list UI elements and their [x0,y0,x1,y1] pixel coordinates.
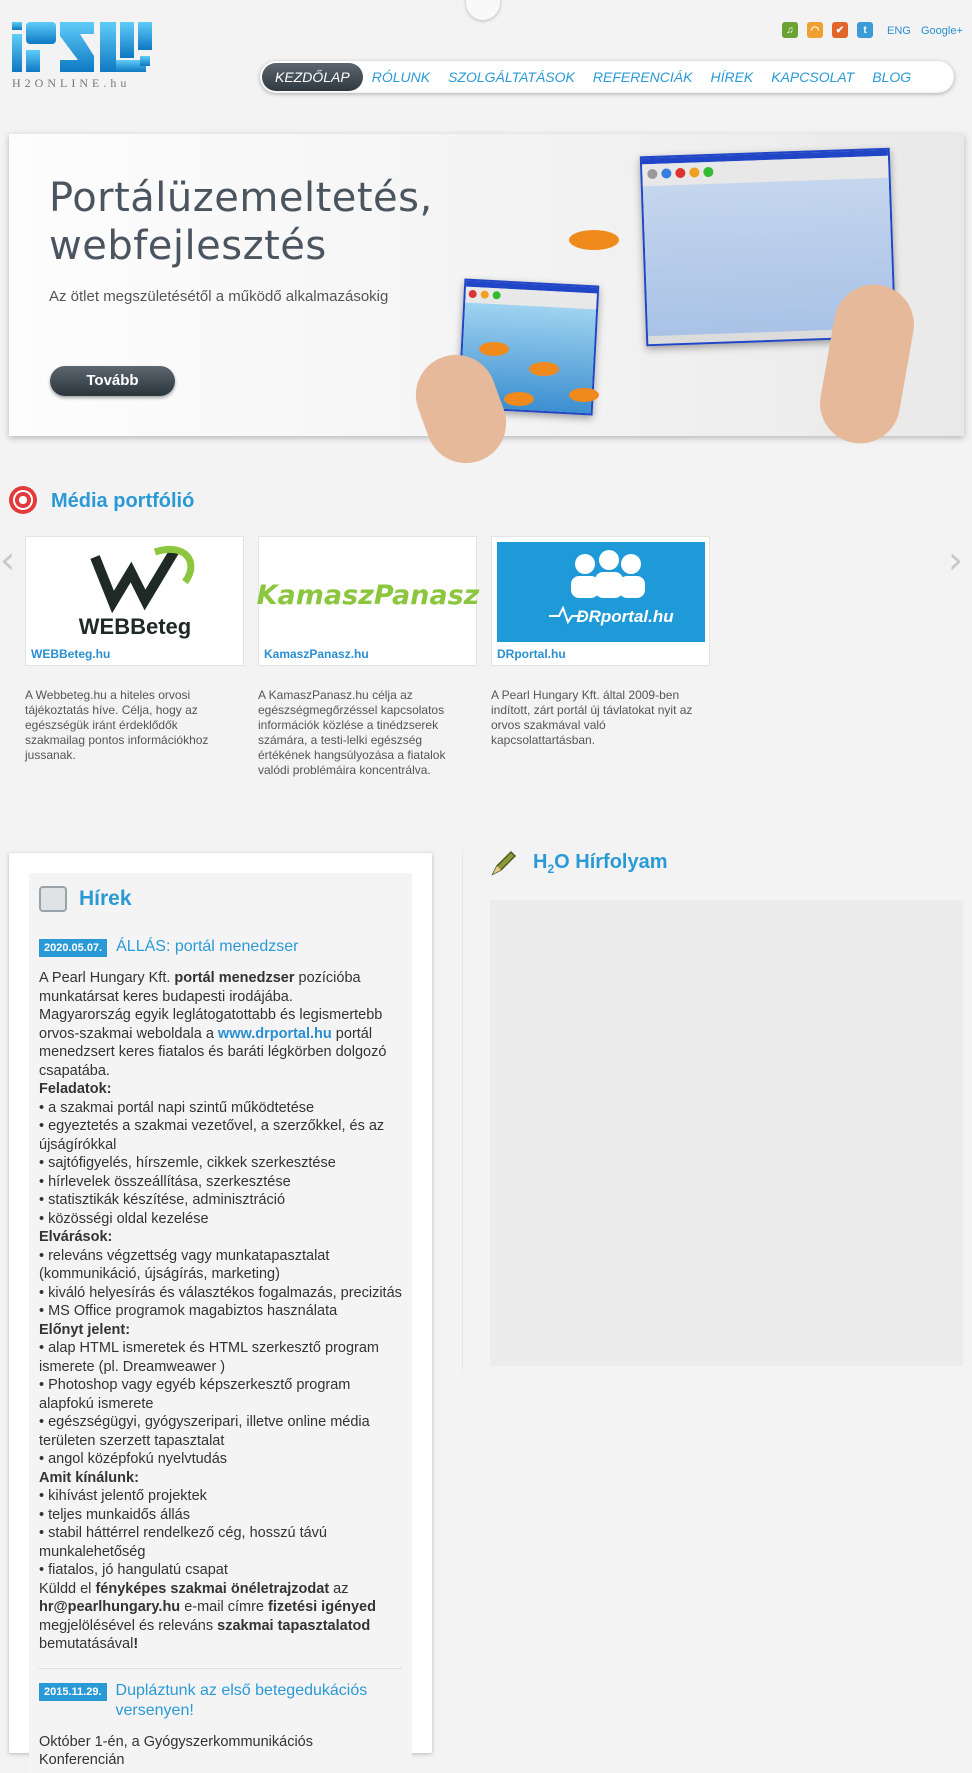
fish-illustration [569,388,599,402]
fish-illustration [479,342,509,356]
card-description: A Webbeteg.hu a hiteles orvosi tájékoztatás híve. Célja, hogy az egészségük iránt érdeklődők szakmailag pontos információkhoz jussanak. [25,688,209,762]
feed-title-part: H [533,850,548,873]
list-item: • releváns végzettség vagy munkatapasztalat (kommunikáció, újságírás, marketing) [39,1247,330,1282]
drportal-link[interactable]: www.drportal.hu [217,1025,332,1042]
fish-illustration [504,392,534,406]
rss-icon[interactable]: ◠ [807,22,823,38]
list-item: • alap HTML ismeretek és HTML szerkesztő program ismerete (pl. Dreamweawer ) [39,1340,380,1375]
text: ! [133,1636,139,1652]
section-heading: Előnyt jelent: [39,1321,131,1338]
news-feed-box [490,900,963,1366]
drportal-logo-text: DRportal.hu [576,607,674,626]
news-panel [9,853,432,1768]
list-item: • fiatalos, jó hangulatú csapat [39,1562,228,1578]
main-nav [260,61,954,93]
webbeteg-logo [31,542,239,642]
list-item: • teljes munkaidős állás [39,1506,190,1523]
text: A Pearl Hungary Kft. [39,970,175,986]
nav-item-rolunk[interactable]: RÓLUNK [371,69,431,85]
language-switch[interactable]: ENG [887,25,911,37]
nav-item-kezdolap[interactable]: KEZDŐLAP [262,63,363,91]
card-box [491,536,710,666]
card-box [256,536,480,666]
list-item: • statisztikák készítése, adminisztráció [39,1192,286,1208]
text: az [329,1580,349,1597]
news-post-header [39,937,402,957]
target-icon [9,486,37,514]
list-item: • sajtófigyelés, hírszemle, cikkek szerkesztése [39,1155,336,1171]
text: Küldd el [39,1580,96,1597]
email-text: hr@pearlhungary.hu [39,1599,181,1615]
social-icons [782,22,873,38]
section-heading: Feladatok: [39,1081,112,1097]
feed-title-sub: 2 [547,861,555,876]
pencil-icon [489,848,519,878]
carousel-next-icon[interactable]: › [948,538,964,582]
section-heading: Elvárások: [39,1229,113,1245]
check-icon[interactable]: ✔ [832,22,848,38]
media-portfolio-title: Média portfólió [51,490,195,512]
list-item: • egyeztetés a szakmai vezetővel, a szerzőkkel, és az újságírókkal [39,1118,385,1153]
news-post-title[interactable]: ÁLLÁS: portál menedzser [116,938,299,955]
hero-title: Portálüzemeltetés, webfejlesztés [49,175,433,269]
portfolio-card[interactable] [491,536,710,748]
list-item: • stabil háttérrel rendelkező cég, hosszú távú munkalehetőség [39,1525,327,1560]
text: megjelölésével és releváns [39,1617,218,1634]
column-divider [462,850,463,1370]
list-item: • kihívást jelentő projektek [39,1488,207,1504]
list-item: • közösségi oldal kezelése [39,1210,209,1227]
list-item: • Photoshop vagy egyéb képszerkesztő program alapfokú ismerete [39,1377,351,1412]
nav-item-referenciak[interactable]: REFERENCIÁK [592,69,693,85]
news-post-title[interactable]: Dupláztunk az első betegedukációs versenyen! [115,1681,368,1719]
logo-graphic [12,20,157,72]
section-heading: Amit kínálunk: [39,1469,139,1486]
news-title: Hírek [79,887,132,910]
coffee-cup-icon [39,886,67,912]
drportal-logo [497,542,705,642]
text: fizetési igényed [268,1599,376,1615]
card-description: A KamaszPanasz.hu célja az egészségmegőrzéssel kapcsolatos információk közlése a tinédzserek számára, a testi-lelki egészség értékének hangsúlyozása a fiatalok valódi problémáira koncentrálva. [258,688,446,777]
nav-item-blog[interactable]: BLOG [872,69,912,85]
carousel-prev-icon[interactable]: ‹ [0,538,16,582]
feed-header [489,848,668,878]
text: pozícióba munkatársat keres budapesti irodájába. [39,970,361,1005]
fish-illustration [569,230,619,250]
top-pull-tab[interactable] [466,0,500,20]
list-item: • a szakmai portál napi szintű működtetése [39,1099,315,1116]
hero-more-button[interactable]: Tovább [50,366,175,396]
text: bemutatásával [39,1636,134,1652]
feed-title-part: O Hírfolyam [554,850,668,873]
feed-title [533,851,668,876]
text: portál menedzser [174,970,295,986]
text: szakmai tapasztalatod [217,1617,371,1634]
news-post-body [39,969,402,1654]
list-item: • kiváló helyesírás és választékos fogalmazás, precizitás [39,1284,402,1301]
list-item: • MS Office programok magabiztos használata [39,1303,338,1319]
logo-mark [12,20,162,72]
date-badge: 2015.11.29. [39,1683,107,1701]
news-post-body: Október 1-én, a Gyógyszerkommunikációs Konferencián [39,1733,313,1768]
text: portál menedzsert keres fiatalos és baráti légkörben dolgozó csapatába. [39,1025,387,1079]
text: fényképes szakmai önéletrajzodat [95,1580,330,1597]
list-item: • hírlevelek összeállítása, szerkesztése [39,1173,291,1190]
nav-item-hirek[interactable]: HÍREK [710,69,754,85]
list-item: • egészségügyi, gyógyszeripari, illetve online média területen szerzett tapasztalat [39,1414,370,1449]
text: e-mail címre [180,1599,268,1615]
date-badge: 2020.05.07. [39,939,107,957]
card-description: A Pearl Hungary Kft. által 2009-ben indított, zárt portál új távlatokat nyit az orvos szakmával való kapcsolattartásban. [491,688,693,747]
portfolio-card[interactable] [25,536,244,763]
kamaszpanasz-logo-text: KamaszPanasz [256,580,480,611]
divider [39,1668,402,1669]
twitter-icon[interactable]: t [857,22,873,38]
news-post-header [39,1681,402,1721]
card-name[interactable]: WEBBeteg.hu [31,647,111,661]
webbeteg-logo-text: WEBBeteg [78,614,192,639]
google-plus-link[interactable]: Google+ [921,25,963,37]
music-icon[interactable]: ♫ [782,22,798,38]
card-name[interactable]: KamaszPanasz.hu [264,647,369,661]
text: Magyarország egyik leglátogatottabb és legismertebb orvos-szakmai weboldala a [39,1007,383,1042]
list-item: • angol középfokú nyelvtudás [39,1451,228,1467]
nav-item-szolgaltatasok[interactable]: SZOLGÁLTATÁSOK [448,69,575,85]
card-name[interactable]: DRportal.hu [497,647,566,661]
hero-banner [9,134,964,436]
kamaszpanasz-logo [256,542,480,642]
card-box [25,536,244,666]
site-logo[interactable] [12,20,162,96]
portfolio-card[interactable] [256,536,480,778]
fish-illustration [529,362,559,376]
hero-subtitle: Az ötlet megszületésétől a működő alkalmazásokig [49,288,389,305]
nav-item-kapcsolat[interactable]: KAPCSOLAT [771,69,855,85]
logo-text: H2ONLINE.hu [12,76,131,90]
